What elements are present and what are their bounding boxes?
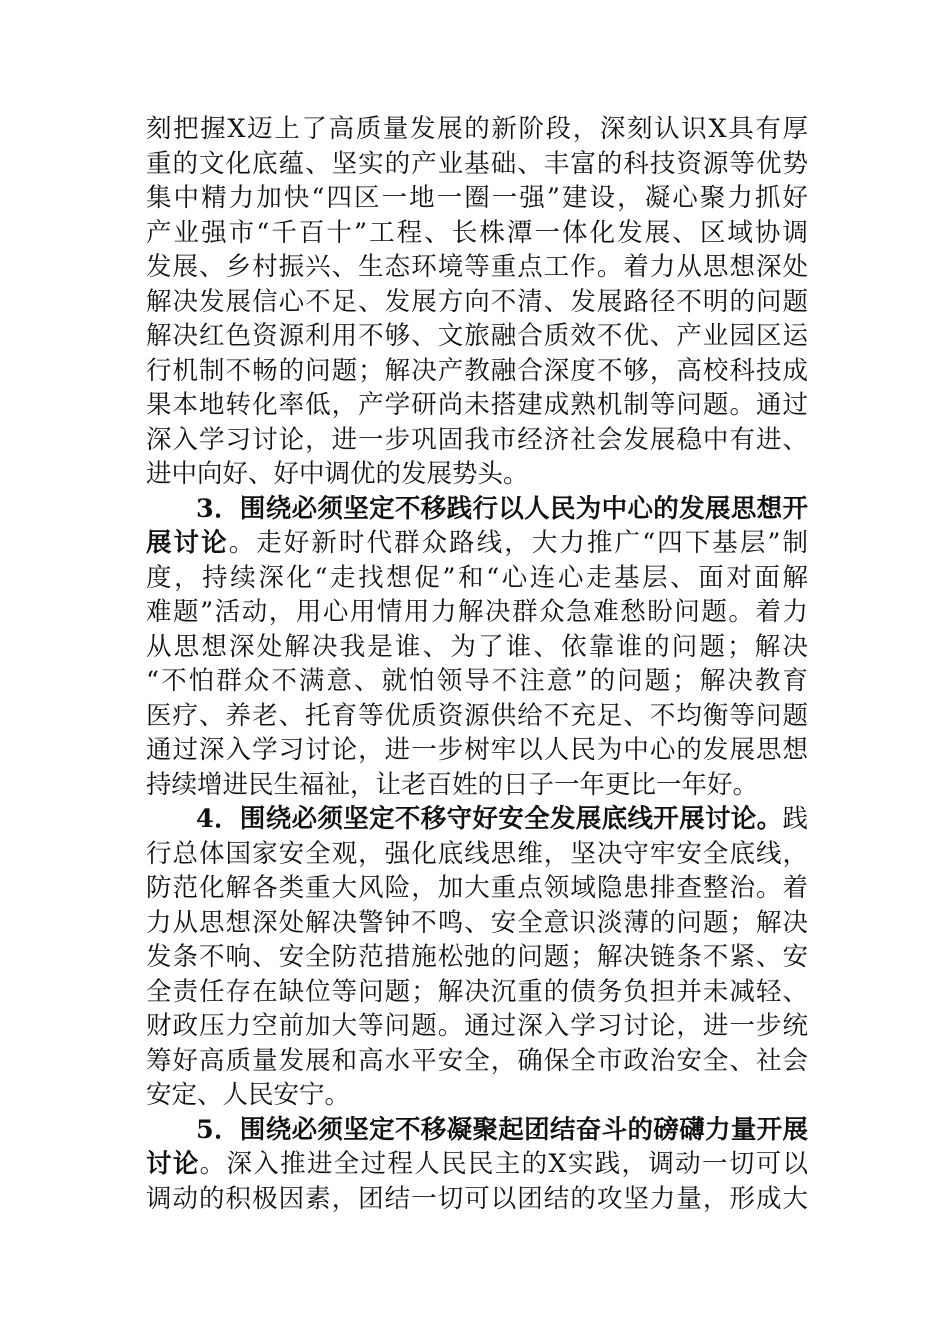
text-line: 产业强市“千百十”工程、长株潭一体化发展、区域协调 — [146, 217, 808, 248]
text-line — [146, 802, 808, 837]
text-line: 解决发展信心不足、发展方向不清、发展路径不明的问题 — [146, 286, 808, 317]
text-line: 行机制不畅的问题；解决产教融合深度不够，高校科技成 — [146, 355, 808, 386]
text-line: 度，持续深化“走找想促”和“心连心走基层、面对面解 — [146, 562, 808, 593]
document-page — [146, 112, 808, 1216]
text-line: 集中精力加快“四区一地一圈一强”建设，凝心聚力抓好 — [146, 183, 808, 213]
text-line: 刻把握X迈上了高质量发展的新阶段，深刻认识X具有厚 — [146, 114, 808, 144]
text-run: 。走好新时代群众路线，大力推广“四下基层”制 — [228, 528, 808, 558]
section-heading-5-end: 讨论 — [146, 1149, 200, 1179]
text-line: 持续增进民生福祉，让老百姓的日子一年更比一年好。 — [146, 769, 759, 800]
text-line: 防范化解各类重大风险，加大重点领域隐患排查整治。着 — [146, 873, 808, 903]
section-heading-5: 5．围绕必须坚定不移凝聚起团结奋斗的磅礴力量开展 — [196, 1114, 808, 1145]
text-line: 解决红色资源利用不够、文旅融合质效不优、产业园区运 — [146, 321, 808, 351]
text-run: 。深入推进全过程人民民主的X实践，调动一切可以 — [199, 1149, 808, 1179]
text-line: “不怕群众不满意、就怕领导不注意”的问题；解决教育 — [146, 666, 808, 696]
text-line: 发条不响、安全防范措施松弛的问题；解决链条不紧、安 — [146, 942, 808, 972]
paragraph-4 — [146, 802, 808, 1113]
paragraph-2-continuation — [146, 112, 808, 492]
section-heading-4: 4．围绕必须坚定不移守好安全发展底线开展讨论。 — [196, 804, 783, 834]
text-line: 筹好高质量发展和高水平安全，确保全市政治安全、社会 — [146, 1045, 808, 1076]
text-line — [146, 526, 808, 561]
text-line: 果本地转化率低，产学研尚未搭建成熟机制等问题。通过 — [146, 390, 808, 420]
section-heading-3-end: 展讨论 — [146, 528, 229, 558]
paragraph-3 — [146, 492, 808, 803]
text-line: 全责任存在缺位等问题；解决沉重的债务负担并未减轻、 — [146, 976, 808, 1007]
text-line: 进中向好、好中调优的发展势头。 — [146, 459, 529, 489]
text-run: 践 — [782, 804, 808, 834]
text-line: 深入学习讨论，进一步巩固我市经济社会发展稳中有进、 — [146, 424, 808, 455]
text-line: 力从思想深处解决警钟不鸣、安全意识淡薄的问题；解决 — [146, 907, 808, 938]
text-line: 医疗、养老、托育等优质资源供给不充足、不均衡等问题 — [146, 700, 808, 731]
text-line: 安定、人民安宁。 — [146, 1080, 351, 1110]
text-line: 从思想深处解决我是谁、为了谁、依靠谁的问题；解决 — [146, 631, 808, 662]
text-line: 财政压力空前加大等问题。通过深入学习讨论，进一步统 — [146, 1011, 808, 1041]
text-line: 调动的积极因素，团结一切可以团结的攻坚力量，形成大 — [146, 1183, 808, 1214]
paragraph-5 — [146, 1113, 808, 1217]
text-line: 发展、乡村振兴、生态环境等重点工作。着力从思想深处 — [146, 252, 808, 282]
text-line — [146, 1147, 808, 1182]
text-line: 行总体国家安全观，强化底线思维，坚决守牢安全底线， — [146, 838, 808, 869]
text-line: 通过深入学习讨论，进一步树牢以人民为中心的发展思想 — [146, 735, 808, 765]
section-heading-3: 3．围绕必须坚定不移践行以人民为中心的发展思想开 — [196, 493, 808, 524]
text-line: 重的文化底蕴、坚实的产业基础、丰富的科技资源等优势 — [146, 148, 808, 179]
text-line: 难题”活动，用心用情用力解决群众急难愁盼问题。着力 — [146, 597, 808, 627]
